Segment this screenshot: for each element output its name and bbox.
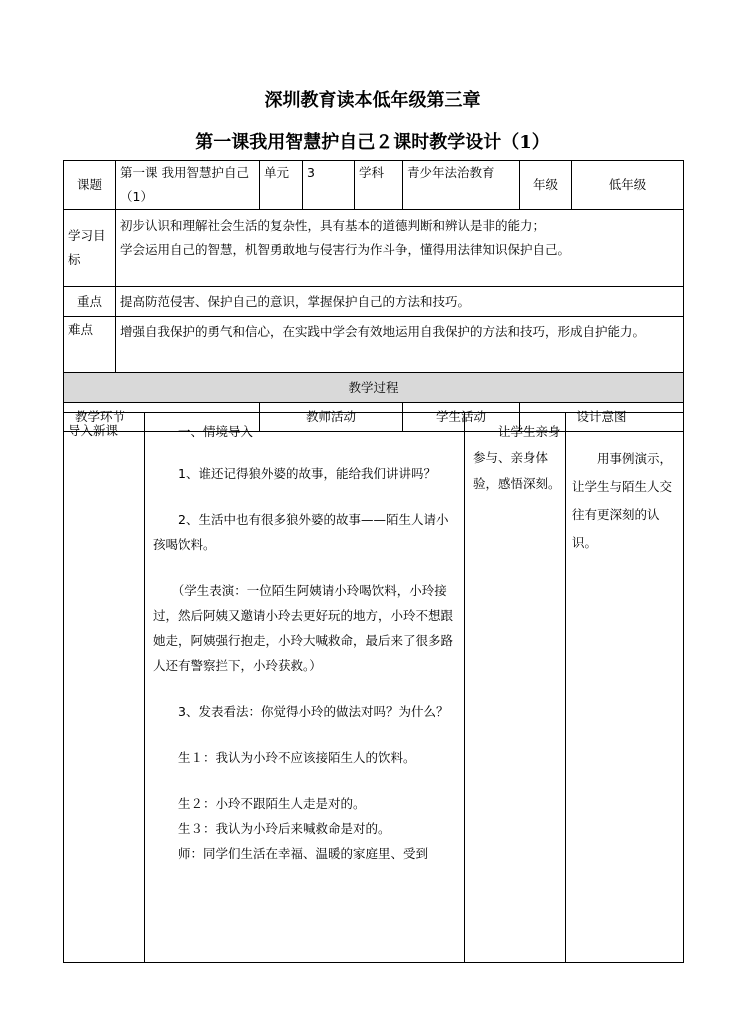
topic-label: 课题 <box>64 161 116 210</box>
subject-value: 青少年法治教育 <box>403 161 520 210</box>
objectives-content <box>116 210 684 287</box>
col-header-stage-text: 教学环节 <box>74 409 125 424</box>
difficulties-row <box>64 317 684 373</box>
process-heading-row <box>64 373 684 403</box>
student-activity: 让学生亲身参与、亲身体验，感悟深刻。 <box>465 413 566 963</box>
process-heading: 教学过程 <box>64 373 684 403</box>
process-body-table <box>63 412 684 963</box>
unit-value: 3 <box>303 161 355 210</box>
grade-label: 年级 <box>520 161 572 210</box>
col-header-intent: 设计意图 <box>520 403 684 432</box>
intro-row <box>64 413 684 963</box>
objective-line: 学会运用自己的智慧，机智勇敢地与侵害行为作斗争，懂得用法律知识保护自己。 <box>120 242 571 257</box>
objectives-row <box>64 210 684 287</box>
col-header-teacher: 教师活动 <box>260 403 403 432</box>
grade-value: 低年级 <box>572 161 684 210</box>
objectives-label-text: 学习目标 <box>68 228 106 267</box>
key-points-text: 提高防范侵害、保护自己的意识，掌握保护自己的方法和技巧。 <box>116 287 684 317</box>
teacher-paragraph: 师：同学们生活在幸福、温暖的家庭里、受到 <box>153 846 429 861</box>
stage-cell: 导入新课 <box>64 413 145 963</box>
design-intent: 用事例演示，让学生与陌生人交往有更深刻的认识。 <box>566 413 684 963</box>
subject-label: 学科 <box>355 161 403 210</box>
teacher-paragraph: （学生表演：一位陌生阿姨请小玲喝饮料，小玲接过，然后阿姨又邀请小玲去更好玩的地方，小玲不想跟她走，阿姨强行抱走，小玲大喊救命，最后来了很多路人还有警察拦下，小玲获救。） <box>153 583 454 673</box>
info-row <box>64 161 684 210</box>
difficulties-label: 难点 <box>64 317 116 373</box>
key-points-row <box>64 287 684 317</box>
teacher-paragraph: 1、谁还记得狼外婆的故事，能给我们讲讲吗？ <box>153 466 436 481</box>
objectives-label <box>64 210 116 287</box>
teacher-activity <box>145 413 465 963</box>
teacher-paragraph: 生１：我认为小玲不应该接陌生人的饮料。 <box>153 750 416 765</box>
unit-label: 单元 <box>260 161 303 210</box>
lesson-plan-table <box>63 160 684 432</box>
col-header-student: 学生活动 <box>403 403 520 432</box>
topic-value: 第一课 我用智慧护自己（1） <box>116 161 260 210</box>
teacher-paragraph: 生２：小玲不跟陌生人走是对的。 <box>153 796 366 811</box>
teacher-paragraph: 2、生活中也有很多狼外婆的故事——陌生人请小孩喝饮料。 <box>153 512 449 552</box>
teacher-paragraph: 生３：我认为小玲后来喊救命是对的。 <box>153 821 391 836</box>
teacher-paragraph: 一、情境导入 <box>153 424 254 439</box>
document-subtitle: 第一课我用智慧护自己２课时教学设计（1） <box>195 132 550 153</box>
document-title: 深圳教育读本低年级第三章 <box>264 90 481 111</box>
key-points-label: 重点 <box>64 287 116 317</box>
objective-line: 初步认识和理解社会生活的复杂性，具有基本的道德判断和辨认是非的能力； <box>120 218 546 233</box>
teacher-paragraph: 3、发表看法：你觉得小玲的做法对吗？为什么？ <box>153 704 449 719</box>
difficulties-text: 增强自我保护的勇气和信心，在实践中学会有效地运用自我保护的方法和技巧，形成自护能力。 <box>116 317 684 373</box>
